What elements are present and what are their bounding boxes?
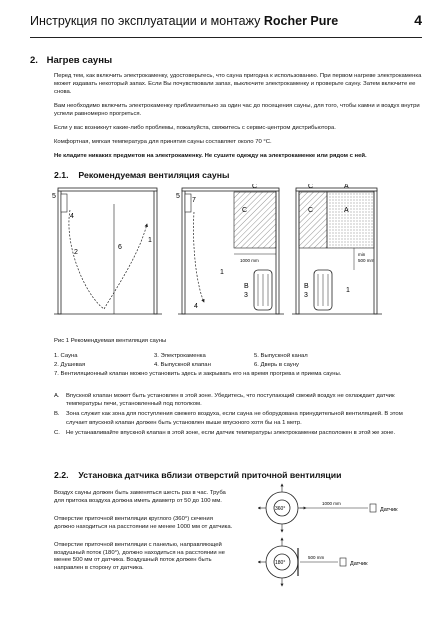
paragraph-1: Перед тем, как включить электрокаменку, удостоверьтесь, что сауна пригодна к использованию. При первом нагреве электрокаменка может издавать некоторый запах. Если Вы почувствовали запах, выключите электрокаменку и проверьте сауну. Затем включите ее снова. <box>54 73 422 96</box>
zone-note-a <box>54 392 422 408</box>
panel-1-label-1: 1 <box>148 237 152 244</box>
legend-item-door: 6. Дверь в сауну <box>254 362 299 368</box>
panel-2-label-1: 1 <box>220 269 224 276</box>
panel-vent-distance: 500 mm <box>308 555 325 560</box>
panel-1-label-6: 6 <box>118 244 122 251</box>
legend-item-shower: 2. Душевая <box>54 362 86 368</box>
panel-3 <box>292 184 382 314</box>
page-header <box>30 12 422 34</box>
zone-c-panel-2 <box>234 192 276 248</box>
panel-2-left-wall <box>182 190 185 314</box>
legend-item-exhaust-valve: 4. Выпускной клапан <box>154 362 211 368</box>
zone-note-text: Не устанавливайте впускной клапан в этой зоне, если датчик температуры электрокаменки расположен в этой же зоне. <box>66 429 396 436</box>
panel-3-label-c: C <box>308 207 314 214</box>
paragraph-2: Вам необходимо включить электрокаменку приблизительно за один час до посещения сауны, для того, чтобы камни и воздух внутри успели равномерно прогреться. <box>54 103 420 118</box>
section-2-2-number: 2.2. <box>54 470 69 480</box>
legend-row <box>54 361 422 370</box>
round-vent-label: 360° <box>275 506 286 512</box>
panel-3-min-label: min <box>358 252 366 257</box>
panel-2-label-5: 5 <box>176 193 180 200</box>
panel-2-distance-1000: 1000 mm <box>240 258 259 263</box>
panel-3-label-3: 3 <box>304 292 308 299</box>
zone-c-panel-3 <box>299 192 327 248</box>
panel-2-label-7: 7 <box>192 197 196 204</box>
zone-note-c <box>54 429 422 437</box>
panel-2-label-3: 3 <box>244 292 248 299</box>
panel-3-label-c-top: C <box>308 184 314 190</box>
panel-2-label-c: C <box>242 207 248 214</box>
panel-3-label-a-top: A <box>344 184 349 190</box>
panel-1-ceiling <box>58 188 157 191</box>
ventilation-figure <box>44 184 434 332</box>
legend-item-heater: 3. Электрокаменка <box>154 353 206 359</box>
page-number: 4 <box>414 12 422 28</box>
document-title <box>30 14 338 28</box>
section-2-1-number: 2.1. <box>54 170 69 180</box>
zone-note-label: A. <box>54 393 60 399</box>
sensor-label-1: Датчик <box>380 507 398 513</box>
warning-text: Не кладите никаких предметов на электрокаменку. Не сушите одежду на электрокаменке или рядом с ней. <box>54 153 367 159</box>
paragraph-4: Комфортная, мягкая температура для принятия сауны составляет около 70 °C. <box>54 139 272 145</box>
figure-legend <box>54 352 422 379</box>
zone-note-b <box>54 410 422 426</box>
panel-3-label-b: B <box>304 283 309 290</box>
legend-item-sauna: 1. Сауна <box>54 353 78 359</box>
panel-3-distance-500: 500 mm <box>358 258 375 263</box>
round-vent-diagram <box>258 484 398 532</box>
panel-1-label-5: 5 <box>52 193 56 200</box>
panel-2-exhaust-duct <box>185 194 191 212</box>
figure-caption: Рис 1 Рекомендуемая вентиляция сауны <box>54 338 167 344</box>
header-divider <box>30 37 422 38</box>
legend-row <box>54 352 422 361</box>
section-2-1-title: Рекомендуемая вентиляция сауны <box>78 170 230 180</box>
zone-note-text: Впускной клапан может быть установлен в этой зоне. Убедитесь, что поступающий свежий воздух не охлаждает датчик температуры печи, установленный под потолком. <box>66 393 395 408</box>
panel-2-ceiling <box>182 188 279 191</box>
document-title-text: Инструкция по эксплуатации и монтажу <box>30 14 261 28</box>
round-vent-distance: 1000 mm <box>322 501 341 506</box>
zone-note-label: B. <box>54 411 60 418</box>
section-2-2-paragraph-1: Воздух сауны должен быть заменяться шесть раз в час. Труба для притока воздуха должна иметь диаметр от 50 до 100 мм. <box>54 490 226 504</box>
panel-3-label-1: 1 <box>346 287 350 294</box>
legend-item-vent-valve: 7. Вентиляционный клапан можно установить здесь и закрывать его на время прогрева и приема сауны. <box>54 371 342 377</box>
panel-1-label-4: 4 <box>70 213 74 220</box>
panel-1-right-wall <box>154 190 157 314</box>
section-2-title: Нагрев сауны <box>46 55 113 66</box>
section-2-2-paragraph-3: Отверстие приточной вентиляции с панелью, направляющей воздушный поток (180°), должно находиться на расстоянии не менее 500 мм от датчика. Воздушный поток должен быть направлен в сторону от датчика. <box>54 542 225 571</box>
section-2-heading <box>30 55 112 66</box>
panel-vent-label: 180° <box>275 560 286 566</box>
panel-2 <box>176 184 284 314</box>
zone-notes <box>54 392 422 439</box>
panel-2-right-wall <box>276 190 279 314</box>
product-name: Rocher Pure <box>263 14 339 28</box>
panel-1-airflow <box>69 210 147 309</box>
panel-3-label-a: A <box>344 207 349 214</box>
sensor-distance-diagram <box>258 482 418 602</box>
panel-1-exhaust-duct <box>61 194 67 212</box>
section-2-1-heading <box>54 170 229 180</box>
section-2-2-title: Установка датчика вблизи отверстий приточной вентиляции <box>78 470 342 480</box>
panel-2-airflow <box>193 212 204 302</box>
panel-3-left-wall <box>296 190 299 314</box>
sensor-icon <box>370 504 376 512</box>
zone-a-panel-3 <box>327 192 374 248</box>
sensor-label-2: Датчик <box>350 561 368 567</box>
section-2-2-heading <box>54 470 341 480</box>
panel-2-label-b: B <box>244 283 249 290</box>
zone-note-text: Зона служит как зона для поступления свежего воздуха, если сауна не оборудована принудительной вентиляцией. В этом случает впускной клапан должен быть установлен выше впускного хотя бы на 1 метр. <box>66 411 403 426</box>
legend-item-exhaust-duct: 5. Выпускной канал <box>254 353 308 359</box>
paragraph-3: Если у вас возникнут какие-либо проблемы, пожалуйста, свяжитесь с сервис-центром дистрибьютора. <box>54 125 336 131</box>
panel-1-label-2: 2 <box>74 249 78 256</box>
panel-2-label-4: 4 <box>194 303 198 310</box>
section-2-2-paragraph-2: Отверстие приточной вентиляции круглого (360°) сечения должно находиться на расстоянии не менее 1000 мм от датчика. <box>54 516 233 530</box>
section-2-number: 2. <box>30 55 38 66</box>
panel-vent-diagram <box>258 538 368 586</box>
sensor-icon <box>340 558 346 566</box>
panel-1-left-wall <box>58 190 61 314</box>
panel-2-label-c-top: C <box>252 184 258 190</box>
zone-note-label: C. <box>54 429 60 436</box>
panel-1 <box>52 188 162 314</box>
panel-3-right-wall <box>374 190 377 314</box>
